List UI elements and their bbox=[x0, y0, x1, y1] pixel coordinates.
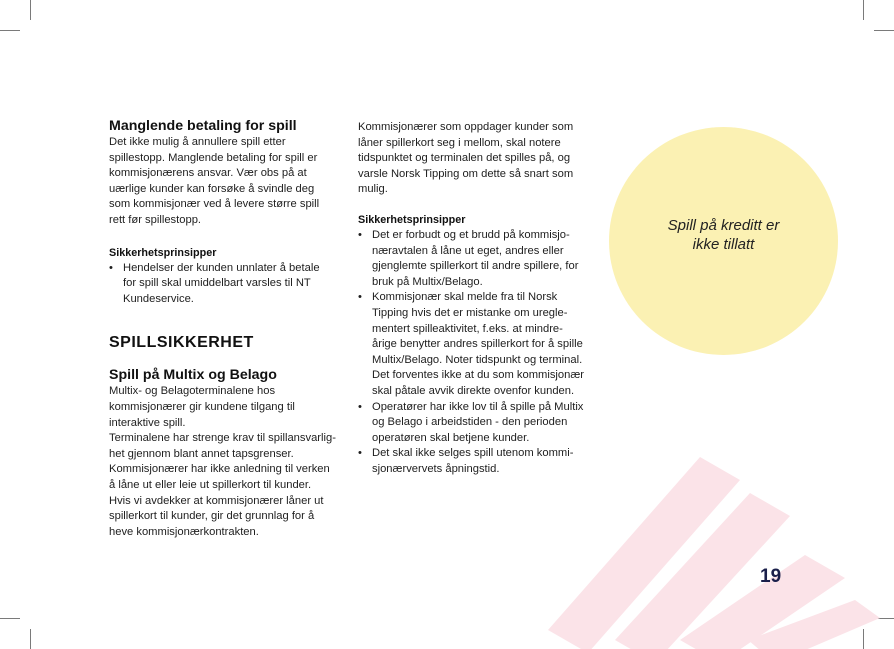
list-item: • Kommisjonær skal melde fra til Norsk Tipping hvis det er mistanke om uregle- mentert spilleaktivitet, f.eks. at mindre- årige benytter andres spillerkort for å spille Multix/Belago. Noter tidspunkt og terminal. Det forventes ikke at du som kommisjonær skal påtale avvik direkte ovenfor kunden. bbox=[358, 290, 590, 399]
left-column bbox=[109, 117, 341, 540]
heading-missing-payment: Manglende betaling for spill bbox=[109, 118, 297, 134]
intro-paragraph: Kommisjonærer som oppdager kunder som låner spillerkort seg i mellom, skal notere tidspunktet og terminalen det spilles på, og varsle Norsk Tipping om dette så snart som mulig. bbox=[358, 121, 574, 196]
heading-multix-belago: Spill på Multix og Belago bbox=[109, 367, 277, 384]
list-item: • Hendelser der kunden unnlater å betale for spill skal umiddelbart varsles til NT Kundeservice. bbox=[109, 261, 341, 308]
page-number: 19 bbox=[760, 566, 782, 587]
multix-belago-paragraph: Multix- og Belagoterminalene hos kommisjonærer gir kundene tilgang til interaktive spill. Terminalene har strenge krav til spillansvarlig- het gjennom blant annet tapsgrenser. Kommisjonærer har ikke anledning til verken å låne ut eller leie ut spillerkort til kunder. Hvis vi avdekker at kommisjonærer låner ut spillerkort til kunder, gir det grunnlag for å heve kommisjonærkontrakten. bbox=[109, 385, 336, 538]
security-principles-label: Sikkerhetsprinsipper bbox=[358, 213, 466, 226]
missing-payment-paragraph: Det ikke mulig å annullere spill etter spillestopp. Manglende betaling for spill er kommisjonærens ansvar. Vær obs på at uærlige kunder kan forsøke å svindle deg som kommisjonær ved å levere større spill rett før spillestopp. bbox=[109, 136, 320, 226]
callout-circle bbox=[609, 127, 838, 355]
section-heading-spillsikkerhet: SPILLSIKKERHET bbox=[109, 334, 254, 352]
right-column bbox=[358, 120, 590, 477]
security-principles-label: Sikkerhetsprinsipper bbox=[109, 246, 217, 259]
list-item: • Det er forbudt og et brudd på kommisjo- næravtalen å låne ut eget, andres eller gjenglemte spillerkort til andre spillere, for bruk på Multix/Belago. bbox=[358, 228, 590, 290]
callout-text: Spill på kreditt er ikke tillatt bbox=[667, 217, 780, 253]
list-item: • Det skal ikke selges spill utenom kommi- sjonærvervets åpningstid. bbox=[358, 446, 590, 477]
list-item: • Operatører har ikke lov til å spille på Multix og Belago i arbeidstiden - den perioden operatøren skal betjene kunder. bbox=[358, 400, 590, 447]
right-principles-list bbox=[358, 228, 590, 478]
left-principles-list bbox=[109, 261, 341, 308]
